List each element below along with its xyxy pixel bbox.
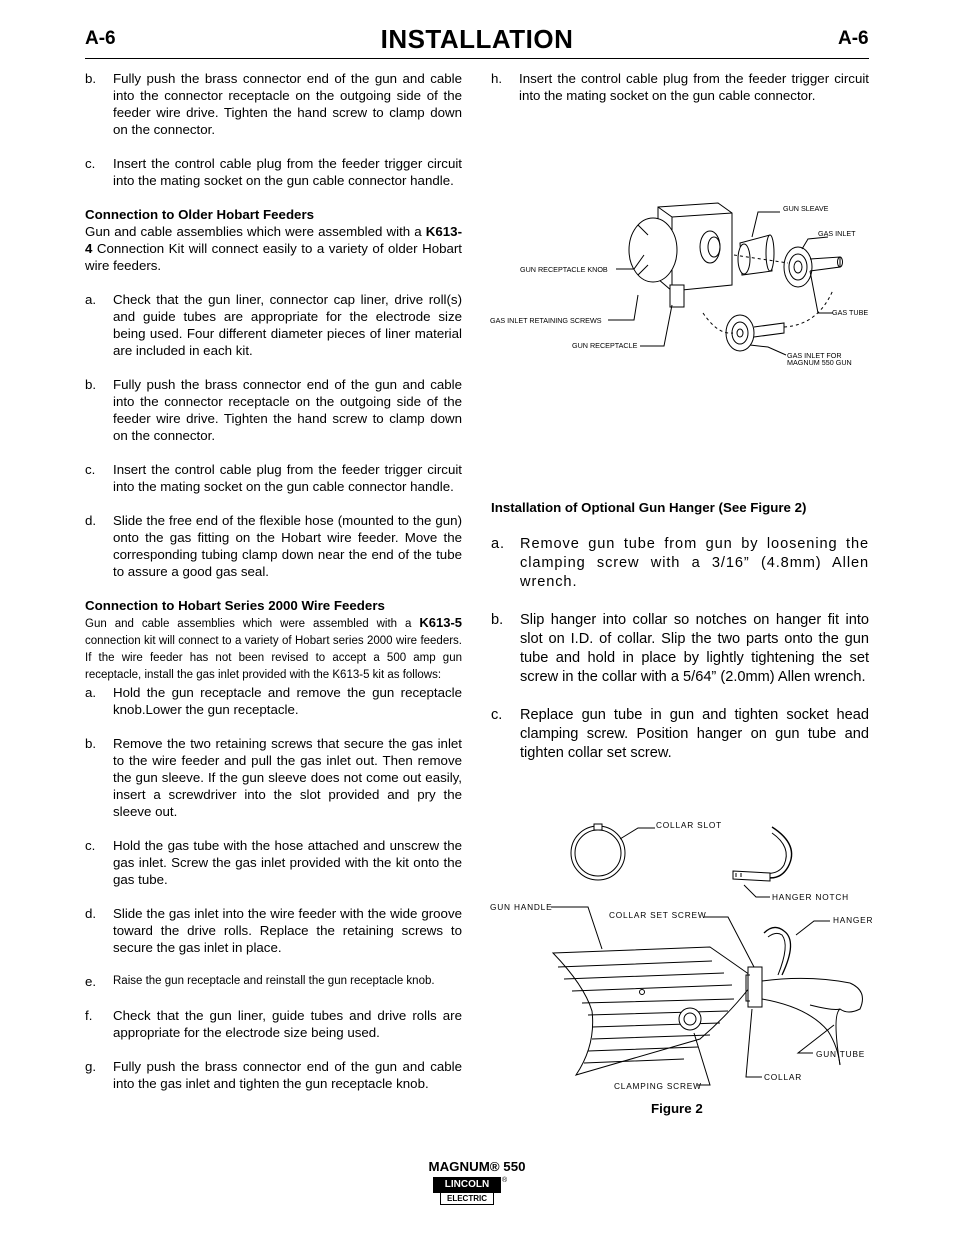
hanger-section (491, 499, 869, 763)
header-rule (85, 58, 869, 59)
older-step-a: a. Check that the gun liner, connector cap liner, drive roll(s) and guide tubes are appropriate for the electrode size being used. Four different diameter pieces of liner material are included in each kit. (85, 292, 462, 358)
label-gun-handle: GUN HANDLE (490, 902, 553, 912)
label-magnum-550-gun: MAGNUM 550 GUN (787, 358, 852, 367)
series-step-b: b. Remove the two retaining screws that secure the gas inlet to the wire feeder and pull the gas inlet out. Then remove the gun sleeve. If the gun sleeve does not come out easily, insert a screwdriver into the slot provided and pry the sleeve out. (85, 736, 462, 819)
hanger-step-b: b. Slip hanger into collar so notches on hanger fit into slot on I.D. of collar. Slip the two parts onto the gun tube and hold in place by lightly tightening the set screw in the collar with a 5/64” (2.0mm) Allen wrench. (491, 612, 869, 685)
series-2000-intro: Gun and cable assemblies which were assembled with a K613-5 connection kit will connect to a variety of Hobart series 2000 wire feeders. If the wire feeder has not been revised to accept a 500 amp gun receptacle, install the gas inlet provided with the K613-5 kit as follows: (85, 615, 462, 681)
section-heading-older-hobart: Connection to Older Hobart Feeders (85, 207, 315, 222)
label-clamping-screw: CLAMPING SCREW (614, 1081, 702, 1091)
label-gas-inlet: GAS INLET (818, 229, 856, 238)
step-c-control-cable: c. Insert the control cable plug from the feeder trigger circuit into the mating socket on the gun cable connector handle. (85, 156, 462, 188)
label-collar: COLLAR (764, 1072, 802, 1082)
older-hobart-intro: Gun and cable assemblies which were assembled with a K613-4 Connection Kit will connect easily to a variety of older Hobart wire feeders. (85, 224, 462, 273)
series-step-d: d. Slide the gas inlet into the wire feeder with the wide groove toward the drive rolls. Replace the retaining screws to secure the gas inlet in place. (85, 906, 462, 955)
older-step-b: b. Fully push the brass connector end of the gun and cable into the connector receptacle on the outgoing side of the feeder wire drive. Tighten the hand screw to clamp down on the connector. (85, 377, 462, 443)
label-gun-receptacle: GUN RECEPTACLE (572, 341, 638, 350)
gun-hanger-figure (488, 815, 873, 1100)
page-code-left: A-6 (85, 28, 116, 49)
older-step-d: d. Slide the free end of the flexible hose (mounted to the gun) onto the gas fitting on the Hobart wire feeder. Move the corresponding tubing clamp down near the end of the tube to assure a good gas seal. (85, 513, 462, 579)
section-heading-series-2000: Connection to Hobart Series 2000 Wire Feeders (85, 598, 385, 613)
label-gun-receptacle-knob: GUN RECEPTACLE KNOB (520, 265, 608, 274)
page-title: INSTALLATION (380, 24, 574, 54)
series-step-f: f. Check that the gun liner, guide tubes and drive rolls are appropriate for the electrode size being used. (85, 1008, 462, 1040)
series-step-g: g. Fully push the brass connector end of the gun and cable into the gas inlet and tighten the gun receptacle knob. (85, 1059, 462, 1091)
older-step-c: c. Insert the control cable plug from the feeder trigger circuit into the mating socket on the gun cable connector handle. (85, 462, 462, 494)
label-gas-inlet-for: GAS INLET FOR (787, 351, 842, 360)
label-gas-tube: GAS TUBE (832, 308, 868, 317)
figure-2-caption: Figure 2 (651, 1101, 703, 1116)
label-gun-sleave: GUN SLEAVE (783, 204, 829, 213)
series-step-a: a. Hold the gun receptacle and remove the gun receptacle knob.Lower the gun receptacle. (85, 685, 462, 717)
page-code-right: A-6 (838, 28, 869, 49)
label-collar-slot: COLLAR SLOT (656, 820, 722, 830)
label-hanger-notch: HANGER NOTCH (772, 892, 849, 902)
label-gun-tube: GUN TUBE (816, 1049, 866, 1059)
label-collar-set-screw: COLLAR SET SCREW (609, 910, 707, 920)
left-column (85, 70, 462, 1092)
series-step-c: c. Hold the gas tube with the hose attached and unscrew the gas inlet. Screw the gas inlet provided with the kit onto the gas tube. (85, 838, 462, 887)
step-h-control-cable: h. Insert the control cable plug from the feeder trigger circuit into the mating socket on the gun cable connector. (491, 71, 869, 103)
label-gas-inlet-retaining-screws: GAS INLET RETAINING SCREWS (490, 316, 602, 325)
section-heading-gun-hanger: Installation of Optional Gun Hanger (See Figure 2) (491, 500, 807, 515)
label-hanger: HANGER (833, 915, 873, 925)
lincoln-electric-logo: LINCOLN ELECTRIC ® (433, 1177, 510, 1207)
step-b-outgoing: b. Fully push the brass connector end of the gun and cable into the connector receptacle on the outgoing side of the feeder wire drive. Tighten the hand screw to clamp down on the connector. (85, 71, 462, 137)
hanger-step-a: a. Remove gun tube from gun by loosening the clamping screw with a 3/16” (4.8mm) Allen wrench. (491, 536, 869, 590)
gas-inlet-figure (488, 195, 868, 375)
product-name: MAGNUM® 550 (428, 1159, 526, 1174)
hanger-step-c: c. Replace gun tube in gun and tighten socket head clamping screw. Position hanger on gun tube and tighten collar set screw. (491, 707, 869, 761)
right-column (491, 70, 869, 104)
series-step-e: e. Raise the gun receptacle and reinstall the gun receptacle knob. (85, 974, 435, 989)
